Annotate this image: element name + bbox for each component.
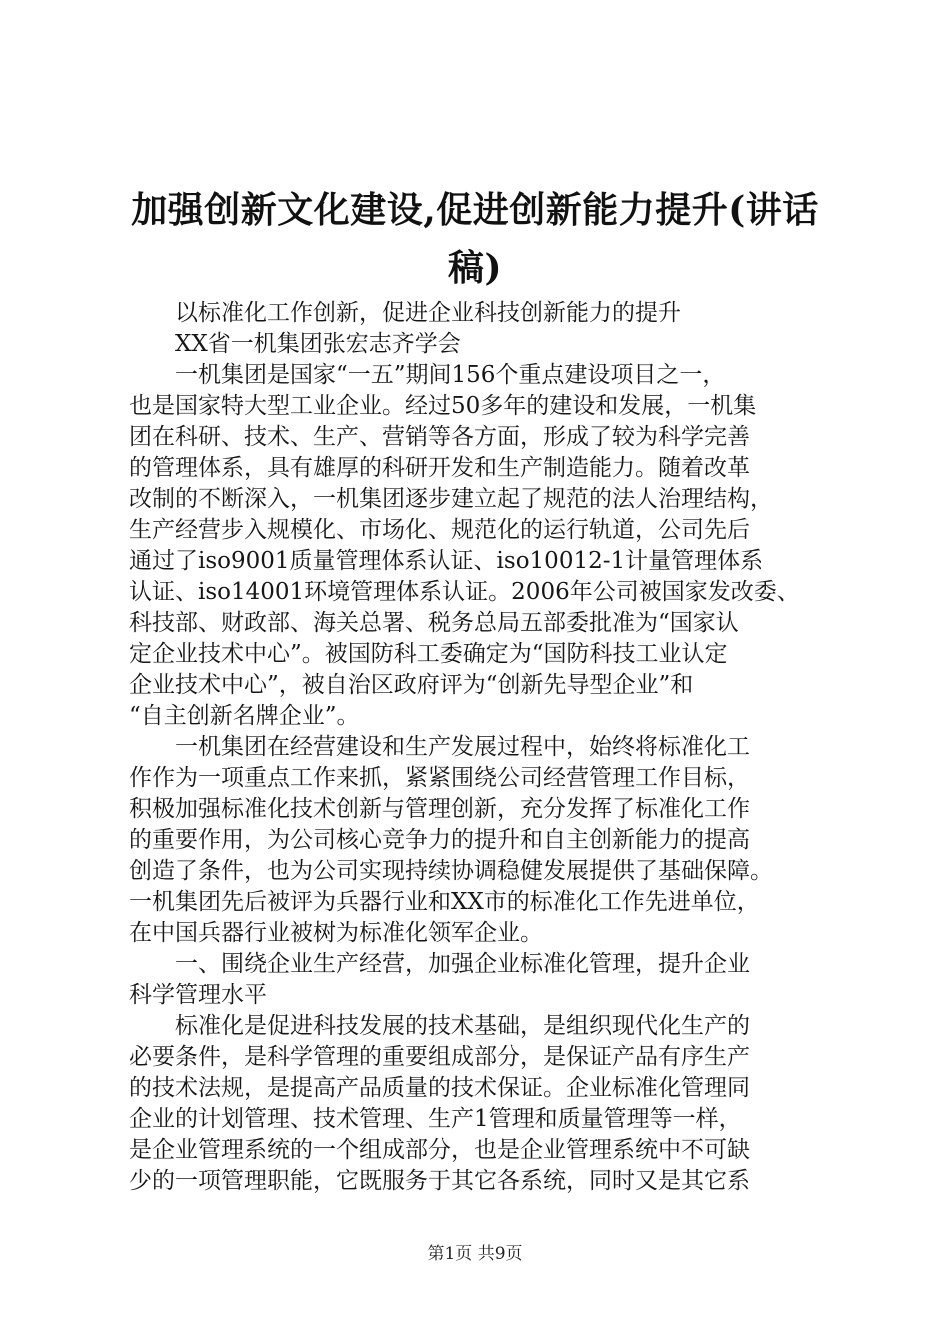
document-title-line-2: 稿) [447, 247, 503, 289]
text-line: 团在科研、技术、生产、营销等各方面，形成了较为科学完善 [129, 424, 750, 450]
text-line: XX省一机集团张宏志齐学会 [129, 331, 461, 357]
text-line: 生产经营步入规模化、市场化、规范化的运行轨道，公司先后 [129, 517, 750, 543]
text-line: “自主创新名牌企业”。 [129, 703, 360, 729]
text-line: 是企业管理系统的一个组成部分，也是企业管理系统中不可缺 [129, 1137, 750, 1163]
text-line: 科学管理水平 [129, 982, 267, 1008]
body-text [129, 298, 839, 1197]
text-line: 的重要作用，为公司核心竞争力的提升和自主创新能力的提高 [129, 827, 750, 853]
text-line: 科技部、财政部、海关总署、税务总局五部委批准为“国家认 [129, 610, 739, 636]
text-line: 的技术法规，是提高产品质量的技术保证。企业标准化管理同 [129, 1075, 750, 1101]
text-line: 认证、iso14001环境管理体系认证。2006年公司被国家发改委、 [129, 579, 800, 605]
text-line: 通过了iso9001质量管理体系认证、iso10012-1计量管理体系 [129, 548, 764, 574]
text-line: 一机集团在经营建设和生产发展过程中，始终将标准化工 [129, 734, 750, 760]
text-line: 企业技术中心”，被自治区政府评为“创新先导型企业”和 [129, 672, 694, 698]
text-line: 少的一项管理职能，它既服务于其它各系统，同时又是其它系 [129, 1168, 750, 1194]
document-title-line-1: 加强创新文化建设,促进创新能力提升(讲话 [131, 189, 819, 231]
page-footer: 第1页 共9页 [427, 1244, 523, 1264]
text-line: 标准化是促进科技发展的技术基础，是组织现代化生产的 [129, 1013, 750, 1039]
text-line: 积极加强标准化技术创新与管理创新，充分发挥了标准化工作 [129, 796, 750, 822]
text-line: 的管理体系，具有雄厚的科研开发和生产制造能力。随着改革 [129, 455, 750, 481]
text-line: 改制的不断深入，一机集团逐步建立起了规范的法人治理结构， [129, 486, 773, 512]
text-line: 创造了条件，也为公司实现持续协调稳健发展提供了基础保障。 [129, 858, 773, 884]
text-line: 也是国家特大型工业企业。经过50多年的建设和发展，一机集 [129, 393, 757, 419]
text-line: 以标准化工作创新，促进企业科技创新能力的提升 [129, 300, 681, 326]
text-line: 定企业技术中心”。被国防科工委确定为“国防科技工业认定 [129, 641, 728, 667]
text-line: 一机集团是国家“一五”期间156个重点建设项目之一， [129, 362, 726, 388]
text-line: 一、围绕企业生产经营，加强企业标准化管理，提升企业 [129, 951, 750, 977]
text-line: 必要条件，是科学管理的重要组成部分，是保证产品有序生产 [129, 1044, 750, 1070]
text-line: 企业的计划管理、技术管理、生产1管理和质量管理等一样， [129, 1106, 742, 1132]
text-line: 一机集团先后被评为兵器行业和XX市的标准化工作先进单位， [129, 889, 760, 915]
text-line: 在中国兵器行业被树为标准化领军企业。 [129, 920, 543, 946]
text-line: 作作为一项重点工作来抓，紧紧围绕公司经营管理工作目标， [129, 765, 750, 791]
